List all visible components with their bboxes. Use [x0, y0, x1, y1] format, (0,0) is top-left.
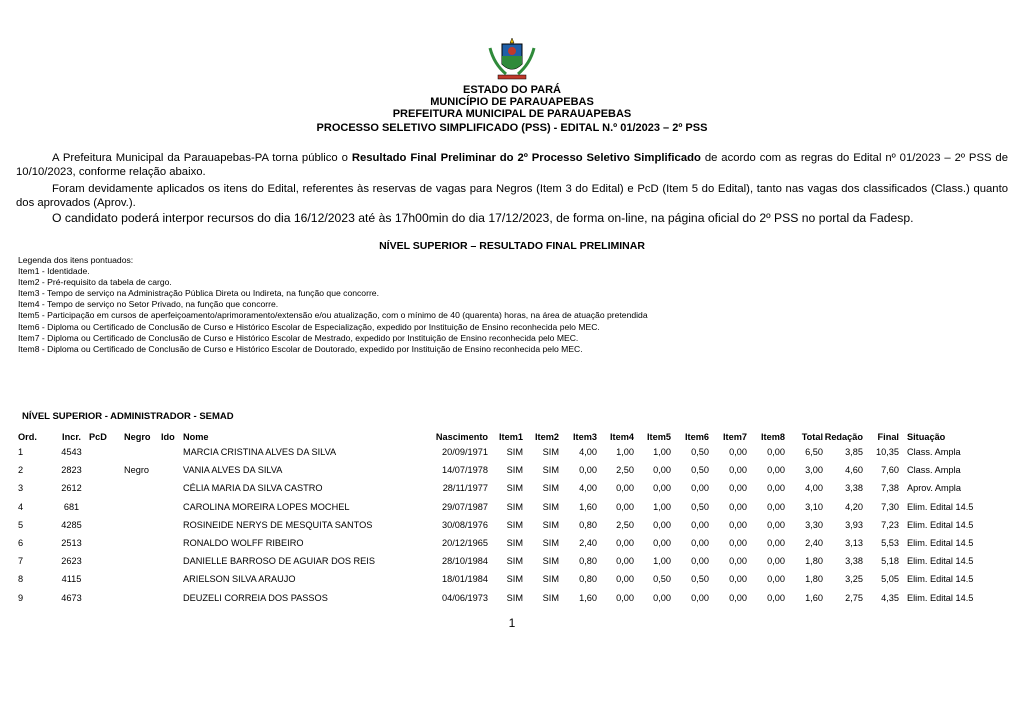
cell-item7: 0,00 [729, 465, 747, 476]
cell-ord: 9 [18, 592, 24, 603]
cell-nome: MARCIA CRISTINA ALVES DA SILVA [183, 447, 337, 458]
cell-incr: 2612 [61, 483, 82, 494]
cell-incr: 4285 [61, 519, 82, 530]
table-row [18, 552, 979, 570]
cell-negro [124, 498, 161, 516]
cell-final: 7,60 [881, 465, 899, 476]
cell-redacao: 4,20 [845, 501, 863, 512]
cell-item3: 2,40 [579, 538, 597, 549]
cell-item5: 1,00 [653, 501, 671, 512]
cell-item6: 0,50 [691, 501, 709, 512]
cell-negro [124, 589, 161, 607]
cell-ido [161, 479, 183, 497]
cell-item4: 0,00 [616, 556, 634, 567]
cell-pcd [89, 589, 124, 607]
legend-line: Item2 - Pré-requisito da tabela de cargo. [18, 277, 172, 288]
cell-redacao: 3,13 [845, 538, 863, 549]
cell-redacao: 3,93 [845, 519, 863, 530]
cell-ido [161, 498, 183, 516]
results-table [18, 430, 979, 607]
col-header-item7: Item7 [722, 431, 747, 442]
cell-negro [124, 443, 161, 461]
cell-total: 3,00 [805, 465, 823, 476]
col-header-item6: Item6 [684, 431, 709, 442]
table-row [18, 570, 979, 588]
col-header-negro: Negro [124, 431, 151, 442]
cell-item6: 0,00 [691, 483, 709, 494]
cell-final: 5,18 [881, 556, 899, 567]
cell-nascimento: 30/08/1976 [442, 519, 488, 530]
cell-nome: DANIELLE BARROSO DE AGUIAR DOS REIS [183, 556, 375, 567]
cell-final: 7,30 [881, 501, 899, 512]
cell-nascimento: 14/07/1978 [442, 465, 488, 476]
cell-item4: 0,00 [616, 501, 634, 512]
legend-line: Item6 - Diploma ou Certificado de Conclusão de Curso e Histórico Escolar de Especialização, expedido por Instituição de Ensino reconhecida pelo MEC. [18, 321, 600, 332]
cell-item6: 0,50 [691, 574, 709, 585]
cell-pcd [89, 479, 124, 497]
table-row [18, 534, 979, 552]
cell-negro [124, 552, 161, 570]
table-row [18, 498, 979, 516]
cell-item4: 0,00 [616, 483, 634, 494]
cell-negro [124, 570, 161, 588]
cell-item7: 0,00 [729, 483, 747, 494]
col-header-ord: Ord. [18, 431, 37, 442]
legend-line: Item8 - Diploma ou Certificado de Conclusão de Curso e Histórico Escolar de Doutorado, expedido por Instituição de Ensino reconhecida pelo MEC. [18, 343, 583, 354]
cell-item5: 0,00 [653, 483, 671, 494]
cell-item8: 0,00 [767, 447, 785, 458]
cell-item7: 0,00 [729, 447, 747, 458]
cell-nascimento: 18/01/1984 [442, 574, 488, 585]
cell-item7: 0,00 [729, 556, 747, 567]
table-row [18, 589, 979, 607]
cell-final: 7,38 [881, 483, 899, 494]
cell-item3: 4,00 [579, 483, 597, 494]
cell-item5: 0,00 [653, 538, 671, 549]
cell-total: 3,30 [805, 519, 823, 530]
cell-item5: 0,00 [653, 519, 671, 530]
cell-total: 4,00 [805, 483, 823, 494]
cell-item4: 0,00 [616, 574, 634, 585]
cell-item4: 0,00 [616, 592, 634, 603]
col-header-item5: Item5 [646, 431, 671, 442]
cell-nome: ARIELSON SILVA ARAUJO [183, 574, 296, 585]
cell-nascimento: 04/06/1973 [442, 592, 488, 603]
cell-item6: 0,50 [691, 465, 709, 476]
intro-paragraph-1: A Prefeitura Municipal da Parauapebas-PA torna público o Resultado Final Preliminar do 2º Processo Seletivo Simplificado de acordo com as regras do Edital nº 01/2023 – 2º PSS de 10/10/2023, conforme relação abaixo. [16, 152, 1008, 178]
table-row [18, 461, 979, 479]
legend-line: Item3 - Tempo de serviço na Administração Pública Direta ou Indireta, na função que concorre. [18, 288, 379, 299]
table-row [18, 479, 979, 497]
col-header-item4: Item4 [609, 431, 634, 442]
col-header-final: Final [877, 431, 899, 442]
cell-item1: SIM [506, 501, 523, 512]
cell-item8: 0,00 [767, 538, 785, 549]
cell-item2: SIM [542, 574, 559, 585]
cell-negro [124, 534, 161, 552]
cell-item1: SIM [506, 483, 523, 494]
cell-final: 5,05 [881, 574, 899, 585]
col-header-item1: Item1 [498, 431, 523, 442]
cell-item3: 0,80 [579, 556, 597, 567]
cell-ido [161, 534, 183, 552]
legend [18, 255, 648, 355]
header-process-title: PROCESSO SELETIVO SIMPLIFICADO (PSS) - EDITAL N.º 01/2023 – 2º PSS [316, 122, 708, 134]
cell-nascimento: 20/09/1971 [442, 447, 488, 458]
col-header-redacao: Redação [824, 431, 863, 442]
cell-item5: 1,00 [653, 447, 671, 458]
cell-situacao: Elim. Edital 14.5 [907, 538, 974, 549]
cell-situacao: Elim. Edital 14.5 [907, 574, 974, 585]
cell-pcd [89, 570, 124, 588]
table-row [18, 443, 979, 461]
cell-nascimento: 20/12/1965 [442, 538, 488, 549]
cell-ord: 1 [18, 447, 24, 458]
cell-item3: 0,00 [579, 465, 597, 476]
intro-paragraph-2: Foram devidamente aplicados os itens do Edital, referentes às reservas de vagas para Negros (Item 3 do Edital) e PcD (Item 5 do Edital), tanto nas vagas dos classificados (Class.) quanto dos aprovados (Aprov.). [16, 183, 1008, 209]
cell-situacao: Elim. Edital 14.5 [907, 501, 974, 512]
col-header-item8: Item8 [760, 431, 785, 442]
cell-situacao: Aprov. Ampla [907, 483, 961, 494]
cell-situacao: Elim. Edital 14.5 [907, 519, 974, 530]
cell-item2: SIM [542, 447, 559, 458]
cell-item1: SIM [506, 574, 523, 585]
cell-item3: 0,80 [579, 519, 597, 530]
cell-ord: 6 [18, 538, 24, 549]
cell-item2: SIM [542, 519, 559, 530]
table-header-row [18, 430, 979, 443]
cell-incr: 681 [63, 501, 80, 512]
cell-negro [124, 479, 161, 497]
cell-nome: RONALDO WOLFF RIBEIRO [183, 538, 304, 549]
cell-total: 1,60 [805, 592, 823, 603]
cell-pcd [89, 498, 124, 516]
cell-item4: 1,00 [616, 447, 634, 458]
cell-final: 10,35 [876, 447, 899, 458]
cell-item3: 1,60 [579, 592, 597, 603]
cell-item7: 0,00 [729, 592, 747, 603]
cell-item8: 0,00 [767, 574, 785, 585]
cell-item3: 1,60 [579, 501, 597, 512]
cell-item6: 0,50 [691, 447, 709, 458]
cell-item2: SIM [542, 501, 559, 512]
cell-item2: SIM [542, 465, 559, 476]
cell-item1: SIM [506, 556, 523, 567]
cell-item8: 0,00 [767, 592, 785, 603]
cell-nome: DEUZELI CORREIA DOS PASSOS [183, 592, 328, 603]
cell-incr: 2623 [61, 556, 82, 567]
col-header-total: Total [801, 431, 823, 442]
cell-nome: CÉLIA MARIA DA SILVA CASTRO [183, 483, 323, 494]
cell-pcd [89, 552, 124, 570]
col-header-ido: Ido [161, 431, 175, 442]
cell-item7: 0,00 [729, 538, 747, 549]
cell-negro: Negro [124, 465, 150, 476]
cell-final: 5,53 [881, 538, 899, 549]
legend-line: Item7 - Diploma ou Certificado de Conclusão de Curso e Histórico Escolar de Mestrado, expedido por Instituição de Ensino reconhecida pelo MEC. [18, 332, 579, 343]
cell-total: 2,40 [805, 538, 823, 549]
legend-line: Legenda dos itens pontuados: [18, 255, 134, 265]
cell-total: 1,80 [805, 574, 823, 585]
cell-negro [124, 516, 161, 534]
cell-item1: SIM [506, 447, 523, 458]
cell-ido [161, 461, 183, 479]
cell-item7: 0,00 [729, 501, 747, 512]
cell-item8: 0,00 [767, 501, 785, 512]
cell-redacao: 3,38 [845, 556, 863, 567]
cell-nome: ROSINEIDE NERYS DE MESQUITA SANTOS [183, 519, 373, 530]
cell-final: 7,23 [881, 519, 899, 530]
header-prefecture: PREFEITURA MUNICIPAL DE PARAUAPEBAS [392, 108, 632, 120]
cell-incr: 2823 [61, 465, 82, 476]
cell-item4: 2,50 [616, 465, 634, 476]
legend-line: Item5 - Participação em cursos de aperfeiçoamento/aprimoramento/extensão e/ou atualização, com o mínimo de 40 (quarenta) horas, na área de atuação pretendida [18, 310, 648, 321]
cell-ord: 8 [18, 574, 24, 585]
cell-item1: SIM [506, 519, 523, 530]
cell-item2: SIM [542, 592, 559, 603]
cell-ido [161, 443, 183, 461]
cell-item6: 0,00 [691, 592, 709, 603]
cell-situacao: Class. Ampla [907, 447, 961, 458]
cell-item7: 0,00 [729, 574, 747, 585]
intro-paragraph-3: O candidato poderá interpor recursos do dia 16/12/2023 até às 17h00min do dia 17/12/2023, de forma on-line, na página oficial do 2º PSS no portal da Fadesp. [52, 211, 914, 225]
cell-item8: 0,00 [767, 519, 785, 530]
section-subtitle: NÍVEL SUPERIOR – RESULTADO FINAL PRELIMINAR [379, 240, 645, 252]
header-state: ESTADO DO PARÁ [463, 84, 561, 96]
header-municipality: MUNICÍPIO DE PARAUAPEBAS [430, 96, 594, 108]
cell-item3: 4,00 [579, 447, 597, 458]
cell-incr: 4673 [61, 592, 82, 603]
col-header-nome: Nome [183, 431, 209, 442]
cell-redacao: 2,75 [845, 592, 863, 603]
cell-total: 3,10 [805, 501, 823, 512]
cell-item1: SIM [506, 592, 523, 603]
cell-item5: 0,00 [653, 465, 671, 476]
cell-item6: 0,00 [691, 556, 709, 567]
table-row [18, 516, 979, 534]
cell-ido [161, 570, 183, 588]
cell-nome: VANIA ALVES DA SILVA [183, 465, 283, 476]
cell-item2: SIM [542, 483, 559, 494]
col-header-situacao: Situação [907, 431, 946, 442]
cell-item2: SIM [542, 556, 559, 567]
col-header-pcd: PcD [89, 431, 107, 442]
col-header-incr: Incr. [62, 431, 81, 442]
cell-situacao: Elim. Edital 14.5 [907, 592, 974, 603]
cell-ord: 5 [18, 519, 24, 530]
cell-nascimento: 28/10/1984 [442, 556, 488, 567]
cell-total: 6,50 [805, 447, 823, 458]
cell-total: 1,80 [805, 556, 823, 567]
cell-nascimento: 29/07/1987 [442, 501, 488, 512]
col-header-item3: Item3 [572, 431, 597, 442]
cell-redacao: 3,38 [845, 483, 863, 494]
cell-item8: 0,00 [767, 465, 785, 476]
cell-ord: 7 [18, 556, 24, 567]
cell-ord: 2 [18, 465, 24, 476]
cell-ido [161, 589, 183, 607]
cell-incr: 4115 [61, 574, 82, 585]
cell-item1: SIM [506, 465, 523, 476]
cell-redacao: 3,25 [845, 574, 863, 585]
cell-item8: 0,00 [767, 483, 785, 494]
cell-item7: 0,00 [729, 519, 747, 530]
coat-of-arms-icon [484, 34, 540, 82]
cell-situacao: Class. Ampla [907, 465, 961, 476]
cell-final: 4,35 [881, 592, 899, 603]
legend-line: Item4 - Tempo de serviço no Setor Privado, na função que concorre. [18, 299, 279, 310]
cell-nome: CAROLINA MOREIRA LOPES MOCHEL [183, 501, 350, 512]
cell-pcd [89, 443, 124, 461]
table-section-title: NÍVEL SUPERIOR - ADMINISTRADOR - SEMAD [22, 411, 234, 422]
cell-item1: SIM [506, 538, 523, 549]
cell-incr: 4543 [61, 447, 82, 458]
cell-incr: 2513 [61, 538, 82, 549]
cell-pcd [89, 534, 124, 552]
cell-item4: 0,00 [616, 538, 634, 549]
cell-ido [161, 552, 183, 570]
cell-item6: 0,00 [691, 519, 709, 530]
cell-item4: 2,50 [616, 519, 634, 530]
cell-pcd [89, 461, 124, 479]
cell-item2: SIM [542, 538, 559, 549]
cell-item6: 0,00 [691, 538, 709, 549]
cell-ord: 3 [18, 483, 24, 494]
col-header-nascimento: Nascimento [435, 431, 488, 442]
cell-item8: 0,00 [767, 556, 785, 567]
page-number: 1 [508, 616, 516, 630]
cell-redacao: 3,85 [845, 447, 863, 458]
cell-nascimento: 28/11/1977 [442, 483, 488, 494]
cell-situacao: Elim. Edital 14.5 [907, 556, 974, 567]
cell-pcd [89, 516, 124, 534]
cell-item3: 0,80 [579, 574, 597, 585]
cell-item5: 0,50 [653, 574, 671, 585]
col-header-item2: Item2 [534, 431, 559, 442]
legend-line: Item1 - Identidade. [18, 266, 90, 277]
cell-ido [161, 516, 183, 534]
cell-redacao: 4,60 [845, 465, 863, 476]
cell-item5: 1,00 [653, 556, 671, 567]
cell-item5: 0,00 [653, 592, 671, 603]
cell-ord: 4 [18, 501, 24, 512]
